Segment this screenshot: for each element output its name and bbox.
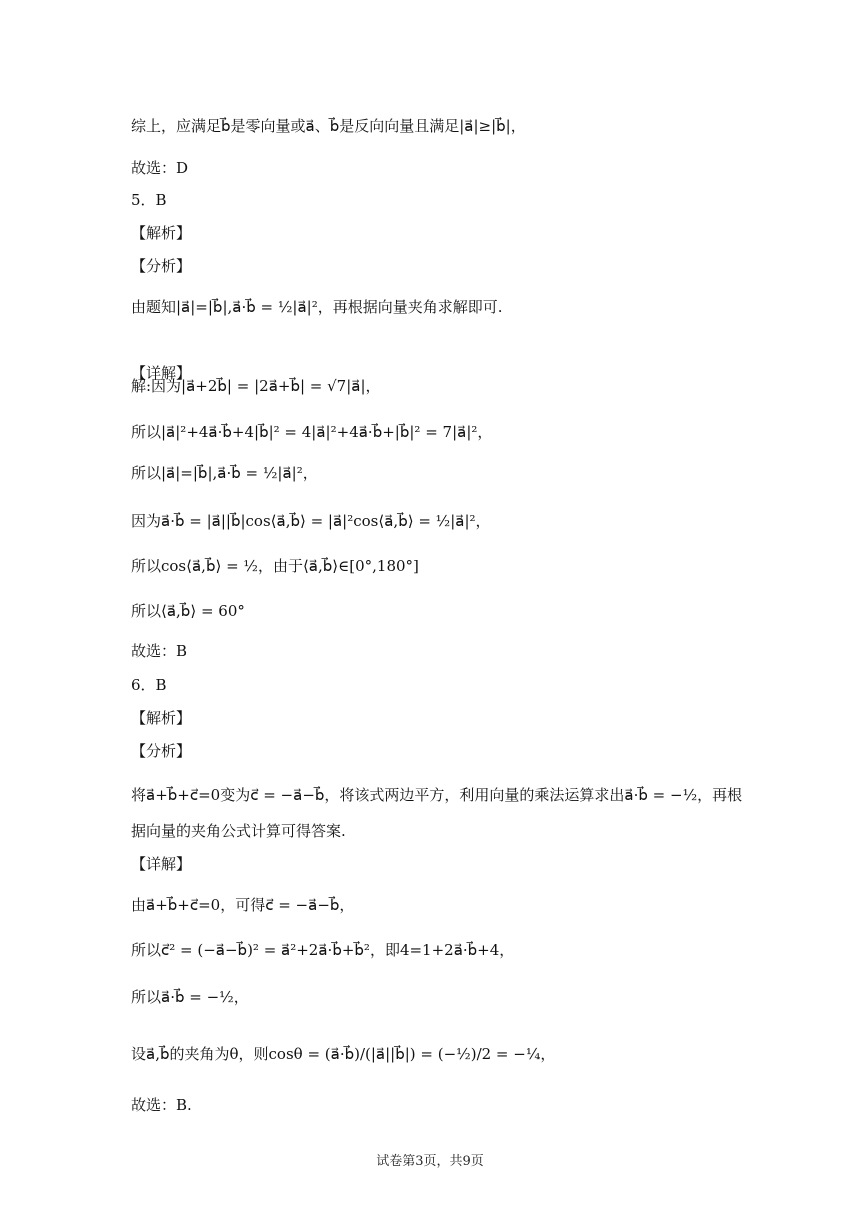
text-line: 故选：B. <box>131 1096 192 1114</box>
section-heading: 【详解】 <box>131 364 192 382</box>
text-line: 解:因为|a⃗+2b⃗| = |2a⃗+b⃗| = √7|a⃗|， <box>131 377 381 395</box>
text-line: 所以c⃗² = (−a⃗−b⃗)² = a⃗²+2a⃗·b⃗+b⃗²，即4=1+2a⃗·b⃗+4， <box>131 941 515 959</box>
text-line: 故选：B <box>131 642 188 660</box>
text-line: 所以|a⃗|=|b⃗|,a⃗·b⃗ = ½|a⃗|²， <box>131 464 318 482</box>
section-heading: 【解析】 <box>131 709 192 727</box>
section-heading: 【分析】 <box>131 742 192 760</box>
text-line: 由a⃗+b⃗+c⃗=0，可得c⃗ = −a⃗−b⃗， <box>131 896 355 914</box>
text-line: 设a⃗,b⃗的夹角为θ，则cosθ = (a⃗·b⃗)/(|a⃗||b⃗|) = (−½)/2 = −¼， <box>131 1045 556 1063</box>
text-line: 5．B <box>131 191 167 209</box>
section-heading: 【解析】 <box>131 224 192 242</box>
text-line: 将a⃗+b⃗+c⃗=0变为c⃗ = −a⃗−b⃗，将该式两边平方，利用向量的乘法运算求出a⃗·b⃗ = −½，再根 <box>131 786 743 804</box>
text-line: 所以⟨a⃗,b⃗⟩ = 60° <box>131 602 245 620</box>
text-line: 据向量的夹角公式计算可得答案. <box>131 822 346 840</box>
text-line: 故选：D <box>131 159 189 177</box>
text-line: 所以a⃗·b⃗ = −½， <box>131 988 249 1006</box>
text-line: 因为a⃗·b⃗ = |a⃗||b⃗|cos⟨a⃗,b⃗⟩ = |a⃗|²cos⟨a⃗,b⃗⟩ = ½|a⃗|²， <box>131 512 491 530</box>
text-line: 综上，应满足b⃗是零向量或a⃗、b⃗是反向向量且满足|a⃗|≥|b⃗|， <box>131 117 526 135</box>
text-line: 6．B <box>131 676 167 694</box>
page-footer: 试卷第3页，共9页 <box>376 1154 484 1169</box>
text-line: 由题知|a⃗|=|b⃗|,a⃗·b⃗ = ½|a⃗|²，再根据向量夹角求解即可. <box>131 298 503 316</box>
text-line: 所以cos⟨a⃗,b⃗⟩ = ½，由于⟨a⃗,b⃗⟩∈[0°,180°] <box>131 557 419 575</box>
section-heading: 【详解】 <box>131 855 192 873</box>
text-line: 所以|a⃗|²+4a⃗·b⃗+4|b⃗|² = 4|a⃗|²+4a⃗·b⃗+|b⃗|² = 7|a⃗|²， <box>131 423 493 441</box>
section-heading: 【分析】 <box>131 257 192 275</box>
